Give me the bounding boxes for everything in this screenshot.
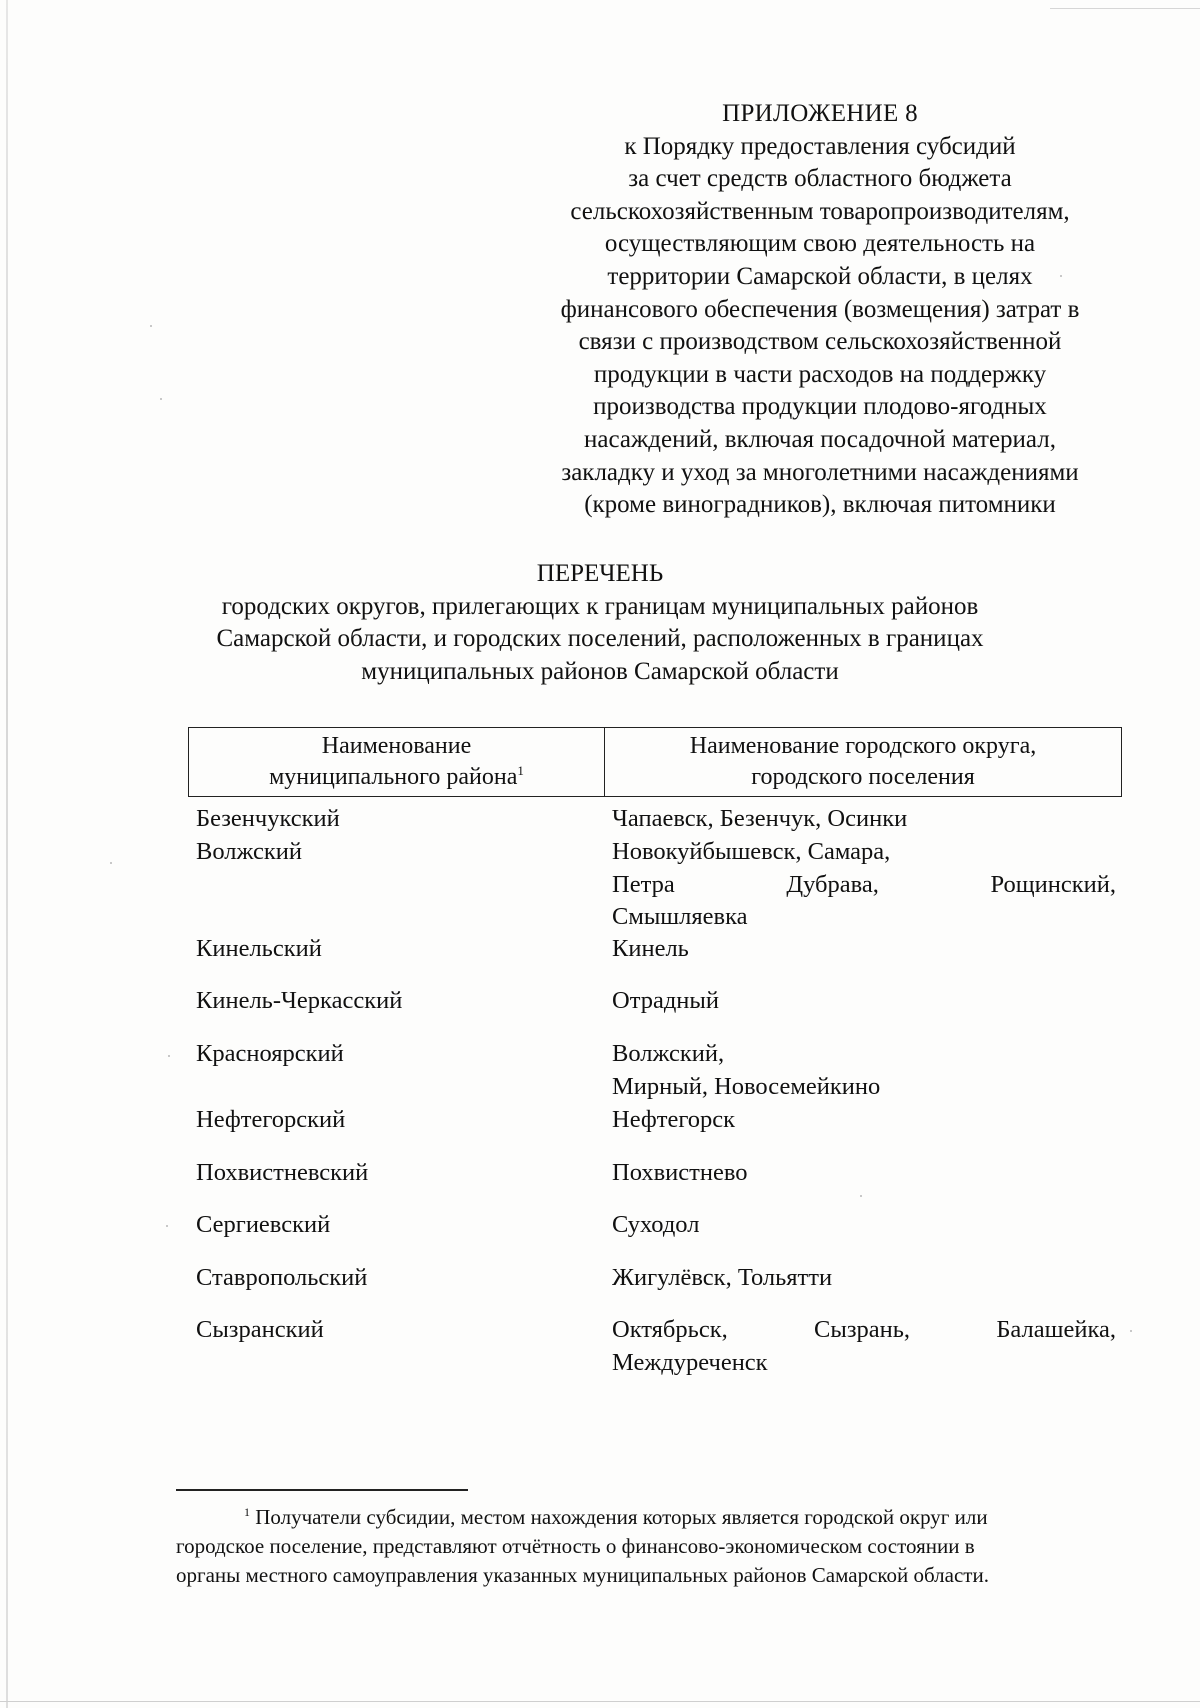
appendix-line: осуществляющим свою деятельность на xyxy=(604,230,1036,258)
scan-speck xyxy=(160,398,162,400)
settlement-line: Мирный, Новосемейкино xyxy=(612,1072,881,1100)
district-name: Сызранский xyxy=(196,1316,324,1343)
header-text: Наименование городского округа, xyxy=(689,733,1037,759)
settlement-word: Сызрань, xyxy=(814,1316,911,1343)
settlement-word: Рощинский, xyxy=(990,870,1116,898)
settlement-line: Похвистнево xyxy=(612,1159,748,1186)
settlement-line: Суходол xyxy=(612,1211,700,1238)
settlement-cell xyxy=(612,1209,1116,1242)
scan-speck xyxy=(1130,1330,1132,1332)
scan-speck xyxy=(1060,275,1062,277)
list-heading-line: городских округов, прилегающих к границам муниципальных районов xyxy=(221,592,979,620)
table-header-settlement xyxy=(605,728,1121,796)
header-text: Наименование xyxy=(321,733,472,759)
footnote-line: городское поселение, представляют отчётность о финансово-экономическом состоянии в xyxy=(176,1534,975,1558)
footnote-mark: 1 xyxy=(244,1505,250,1519)
settlement-cell xyxy=(612,1038,1116,1103)
district-name: Сергиевский xyxy=(196,1211,331,1238)
footnote-separator xyxy=(176,1489,468,1491)
settlement-cell xyxy=(612,933,1116,966)
appendix-line: связи с производством сельскохозяйственной xyxy=(578,328,1062,356)
list-heading-line: Самарской области, и городских поселений, расположенных в границах xyxy=(216,625,984,652)
table-header xyxy=(188,727,1122,797)
footnote-mark: 1 xyxy=(517,763,524,778)
district-name: Ставропольский xyxy=(196,1264,368,1291)
settlement-word: Петра xyxy=(612,870,675,898)
settlement-line: Смышляевка xyxy=(612,903,748,930)
list-heading xyxy=(150,558,1050,688)
footnote-line: органы местного самоуправления указанных муниципальных районов Самарской области. xyxy=(176,1563,989,1587)
district-name: Безенчукский xyxy=(196,805,340,832)
district-name: Кинельский xyxy=(196,935,322,962)
settlement-cell xyxy=(612,985,1116,1018)
settlement-line-justified xyxy=(612,869,1116,902)
district-name: Похвистневский xyxy=(196,1159,369,1186)
scan-speck xyxy=(110,862,112,864)
scan-edge-left xyxy=(6,0,8,1708)
appendix-line: сельскохозяйственным товаропроизводителям, xyxy=(570,197,1070,225)
settlement-line: Новокуйбышевск, Самара, xyxy=(612,838,891,865)
settlement-line: Волжский, xyxy=(612,1040,725,1067)
appendix-line: (кроме виноградников), включая питомники xyxy=(584,491,1056,519)
district-name: Кинель-Черкасский xyxy=(196,987,403,1014)
settlement-line: Нефтегорск xyxy=(612,1106,736,1133)
settlement-line: Жигулёвск, Тольятти xyxy=(612,1264,833,1291)
settlement-line: Чапаевск, Безенчук, Осинки xyxy=(612,805,908,832)
footnote-line xyxy=(176,1503,1122,1532)
settlement-word: Октябрьск, xyxy=(612,1316,728,1343)
settlement-word: Дубрава, xyxy=(786,870,879,898)
appendix-line: закладку и уход за многолетними насаждениями xyxy=(561,458,1079,486)
header-text: городского поселения xyxy=(751,764,975,790)
settlement-cell xyxy=(612,836,1116,934)
footnote xyxy=(176,1503,1122,1590)
settlement-cell xyxy=(612,1157,1116,1190)
appendix-header xyxy=(520,98,1120,522)
table-header-district xyxy=(189,728,605,796)
appendix-title: ПРИЛОЖЕНИЕ 8 xyxy=(722,100,918,127)
settlement-cell xyxy=(612,803,1116,836)
settlement-line-justified xyxy=(612,1314,1116,1347)
settlement-cell xyxy=(612,1104,1116,1137)
settlement-line: Кинель xyxy=(612,935,689,962)
footnote-text: Получатели субсидии, местом нахождения которых является городской округ или xyxy=(255,1505,988,1529)
list-heading-line: муниципальных районов Самарской области xyxy=(361,657,839,685)
appendix-line: производства продукции плодово-ягодных xyxy=(593,393,1047,421)
appendix-line: насаждений, включая посадочной материал, xyxy=(584,425,1056,453)
header-text: муниципального района xyxy=(269,764,518,790)
appendix-line: продукции в части расходов на поддержку xyxy=(593,360,1047,388)
scan-edge-top xyxy=(1050,8,1200,9)
settlement-line: Междуреченск xyxy=(612,1348,768,1376)
scan-speck xyxy=(860,1195,862,1197)
settlement-word: Балашейка, xyxy=(996,1316,1116,1343)
list-heading-title: ПЕРЕЧЕНЬ xyxy=(536,560,664,587)
scan-speck xyxy=(150,325,152,327)
header-text-with-mark xyxy=(189,762,604,793)
appendix-line: финансового обеспечения (возмещения) затрат в xyxy=(560,295,1080,323)
district-name: Волжский xyxy=(196,838,302,865)
district-name: Красноярский xyxy=(196,1040,344,1067)
scan-speck xyxy=(168,1055,170,1057)
scan-edge-bottom xyxy=(0,1701,1200,1702)
settlement-line: Отрадный xyxy=(612,987,719,1014)
settlement-cell xyxy=(612,1262,1116,1295)
appendix-line: к Порядку предоставления субсидий xyxy=(624,132,1016,160)
appendix-line: территории Самарской области, в целях xyxy=(607,262,1033,290)
appendix-line: за счет средств областного бюджета xyxy=(628,165,1012,193)
settlement-cell xyxy=(612,1314,1116,1379)
scan-speck xyxy=(166,1225,168,1227)
district-name: Нефтегорский xyxy=(196,1106,346,1133)
